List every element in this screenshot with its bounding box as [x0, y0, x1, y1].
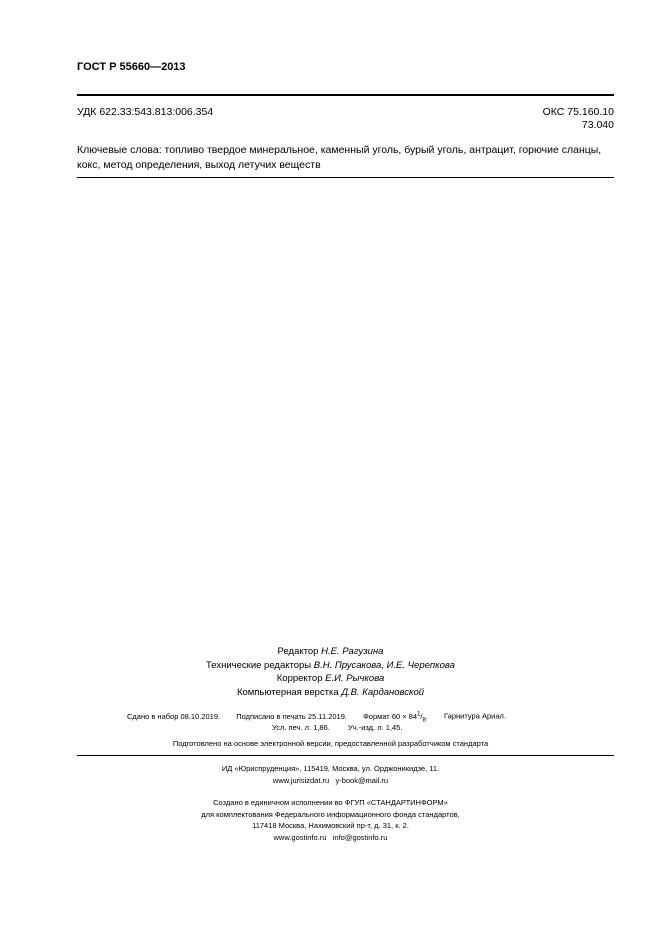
keywords-divider: [77, 177, 614, 178]
oks-codes: [543, 106, 614, 132]
print-sheets: Усл. печ. л. 1,86.: [272, 723, 330, 732]
header-divider: [77, 94, 614, 96]
paper-format: [363, 712, 428, 721]
signed-date: Подписано в печать 25.11.2019.: [236, 711, 347, 721]
created-line3: 117418 Москва, Нахимовский пр-т, д. 31, к. 2.: [252, 821, 409, 830]
footer-divider: [77, 755, 614, 756]
credit-tech-role: Технические редакторы: [206, 659, 312, 671]
format-slash: /: [420, 711, 423, 721]
credit-tech-editors: [0, 659, 661, 673]
print-info-line2: [272, 723, 402, 732]
keywords: Ключевые слова: топливо твердое минеральное, каменный уголь, бурый уголь, антрацит, горючие сланцы, кокс, метод определения, выход летучих веществ: [77, 144, 602, 171]
format-sub: 8: [422, 717, 426, 723]
publisher-email[interactable]: y-book@mail.ru: [335, 775, 389, 785]
credit-editor: [0, 645, 661, 659]
format-prefix: Формат 60 × 84: [363, 711, 418, 721]
format-sup: 1: [417, 711, 421, 717]
credit-layout: [0, 686, 661, 700]
submitted-date: Сдано в набор 08.10.2019.: [127, 711, 221, 721]
credit-layout-role: Компьютерная верстка: [236, 686, 339, 698]
credits-block: [0, 645, 661, 699]
typeface: Гарнитура Ариал.: [444, 711, 506, 721]
udk-code: УДК 622.33:543.813:006.354: [77, 106, 214, 118]
format-suffix: .: [425, 711, 428, 721]
oks-code-2: 73.040: [581, 119, 614, 131]
created-line1: Создано в единичном исполнении во ФГУП «СТАНДАРТИНФОРМ»: [213, 798, 448, 807]
publisher-contacts: [0, 775, 661, 787]
created-contacts: [0, 832, 661, 844]
credit-corrector-role: Корректор: [276, 673, 323, 684]
publisher-site[interactable]: www.jurisizdat.ru: [272, 775, 330, 785]
created-email[interactable]: info@gostinfo.ru: [332, 832, 388, 842]
credit-corrector: [0, 672, 661, 686]
credit-layout-name: Д.В. Кардановской: [341, 686, 425, 698]
publisher-address: ИД «Юриспруденция», 115419, Москва, ул. Орджоникидзе, 11.: [221, 764, 440, 773]
publisher-block: [0, 763, 661, 786]
created-block: [0, 797, 661, 843]
credit-editor-role: Редактор: [277, 646, 319, 657]
created-site[interactable]: www.gostinfo.ru: [273, 832, 327, 842]
publish-sheets: Уч.-изд. л. 1,45.: [347, 723, 403, 732]
credit-tech-names: В.Н. Прусакова, И.Е. Черепкова: [313, 659, 455, 671]
prepared-note: Подготовлено на основе электронной версии, предоставленной разработчиком стандарта: [172, 739, 489, 748]
print-info-line1: [127, 711, 506, 723]
credit-editor-name: Н.Е. Рагузина: [321, 646, 384, 657]
standard-id: ГОСТ Р 55660—2013: [77, 61, 186, 73]
credit-corrector-name: Е.И. Рычкова: [325, 673, 385, 684]
oks-code-1: ОКС 75.160.10: [542, 106, 614, 118]
created-line2: для комплектования Федерального информационного фонда стандартов,: [201, 809, 460, 819]
